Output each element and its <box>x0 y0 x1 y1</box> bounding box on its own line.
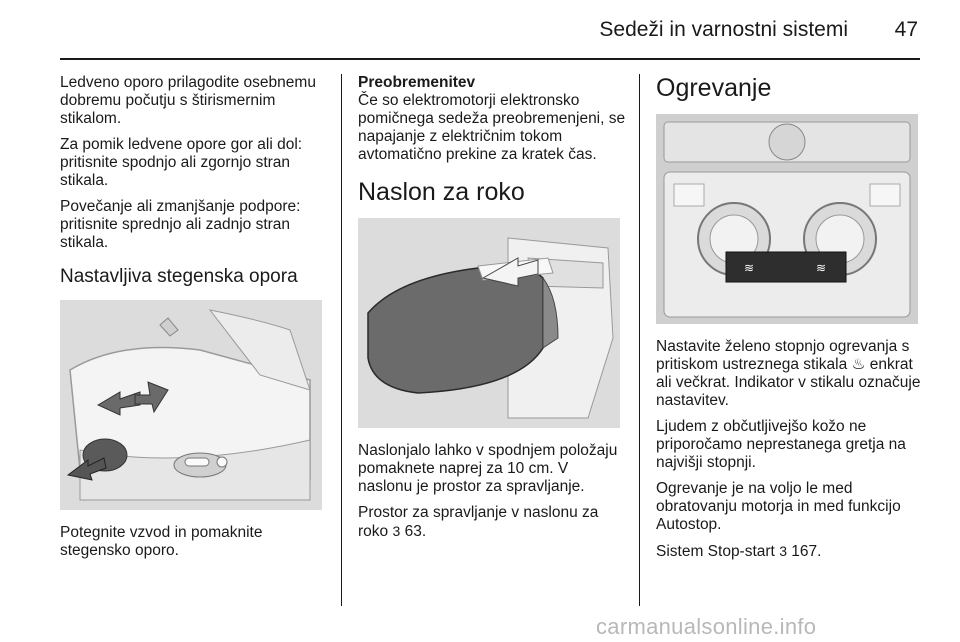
page-reference-number[interactable]: 63. <box>400 523 427 540</box>
page-number: 47 <box>894 18 918 41</box>
section-heading-heating: Ogrevanje <box>656 74 772 102</box>
paragraph: Če so elektromotorji elektronsko pomičnega sedeža preobremenjeni, se napajanje z električnim tokom avtomatično prekine za kratek čas. <box>358 92 626 163</box>
column-divider <box>341 74 342 606</box>
paragraph <box>656 338 924 410</box>
section-heading-armrest: Naslon za roko <box>358 178 525 206</box>
column-3 <box>656 74 924 569</box>
paragraph <box>656 542 924 561</box>
paragraph: Naslonjalo lahko v spodnjem položaju pomaknete naprej za 10 cm. V naslonu je prostor za spravljanje. <box>358 442 618 495</box>
page-reference-symbol[interactable]: 3 <box>392 523 401 539</box>
paragraph: Ledveno oporo prilagodite osebnemu dobremu počutju s štirismernim stikalom. <box>60 74 316 127</box>
paragraph: Ljudem z občutljivejšo kožo ne priporočamo neprestanega gretja na najvišji stopnji. <box>656 418 906 471</box>
header-rule <box>60 58 920 60</box>
page-reference-symbol[interactable]: 3 <box>779 543 787 559</box>
svg-text:≋: ≋ <box>816 261 827 275</box>
seat-thigh-support-illustration <box>60 300 322 510</box>
armrest-illustration <box>358 218 620 428</box>
watermark: carmanualsonline.info <box>596 614 817 639</box>
column-1 <box>60 74 328 568</box>
paragraph: Potegnite vzvod in pomaknite stegensko oporo. <box>60 524 263 559</box>
subheading-overload: Preobremenitev <box>358 74 476 91</box>
page-reference-number[interactable]: 167. <box>786 543 822 560</box>
paragraph: Ogrevanje je na voljo le med obratovanju motorja in med funkcijo Autostop. <box>656 480 901 533</box>
paragraph: Povečanje ali zmanjšanje podpore: pritisnite sprednjo ali zadnjo stran stikala. <box>60 198 301 251</box>
seat-heating-icon: ♨ <box>851 356 866 373</box>
svg-text:≋: ≋ <box>744 261 755 275</box>
heated-seat-controls-illustration <box>656 114 918 324</box>
text-run: enkrat ali večkrat. Indikator v stikalu označuje nastavitev. <box>656 356 921 409</box>
paragraph <box>358 504 626 541</box>
section-heading-thigh-support: Nastavljiva stegenska opora <box>60 266 298 287</box>
text-run: Nastavite želeno stopnjo ogrevanja s pritiskom ustreznega stikala <box>656 338 910 373</box>
text-run: Sistem Stop-start <box>656 543 780 560</box>
page-header-title: Sedeži in varnostni sistemi <box>599 18 848 41</box>
paragraph: Za pomik ledvene opore gor ali dol: pritisnite spodnjo ali zgornjo stran stikala. <box>60 136 303 189</box>
column-divider <box>639 74 640 606</box>
column-2 <box>358 74 626 549</box>
text-run: Prostor za spravljanje v naslonu za roko <box>358 504 599 540</box>
